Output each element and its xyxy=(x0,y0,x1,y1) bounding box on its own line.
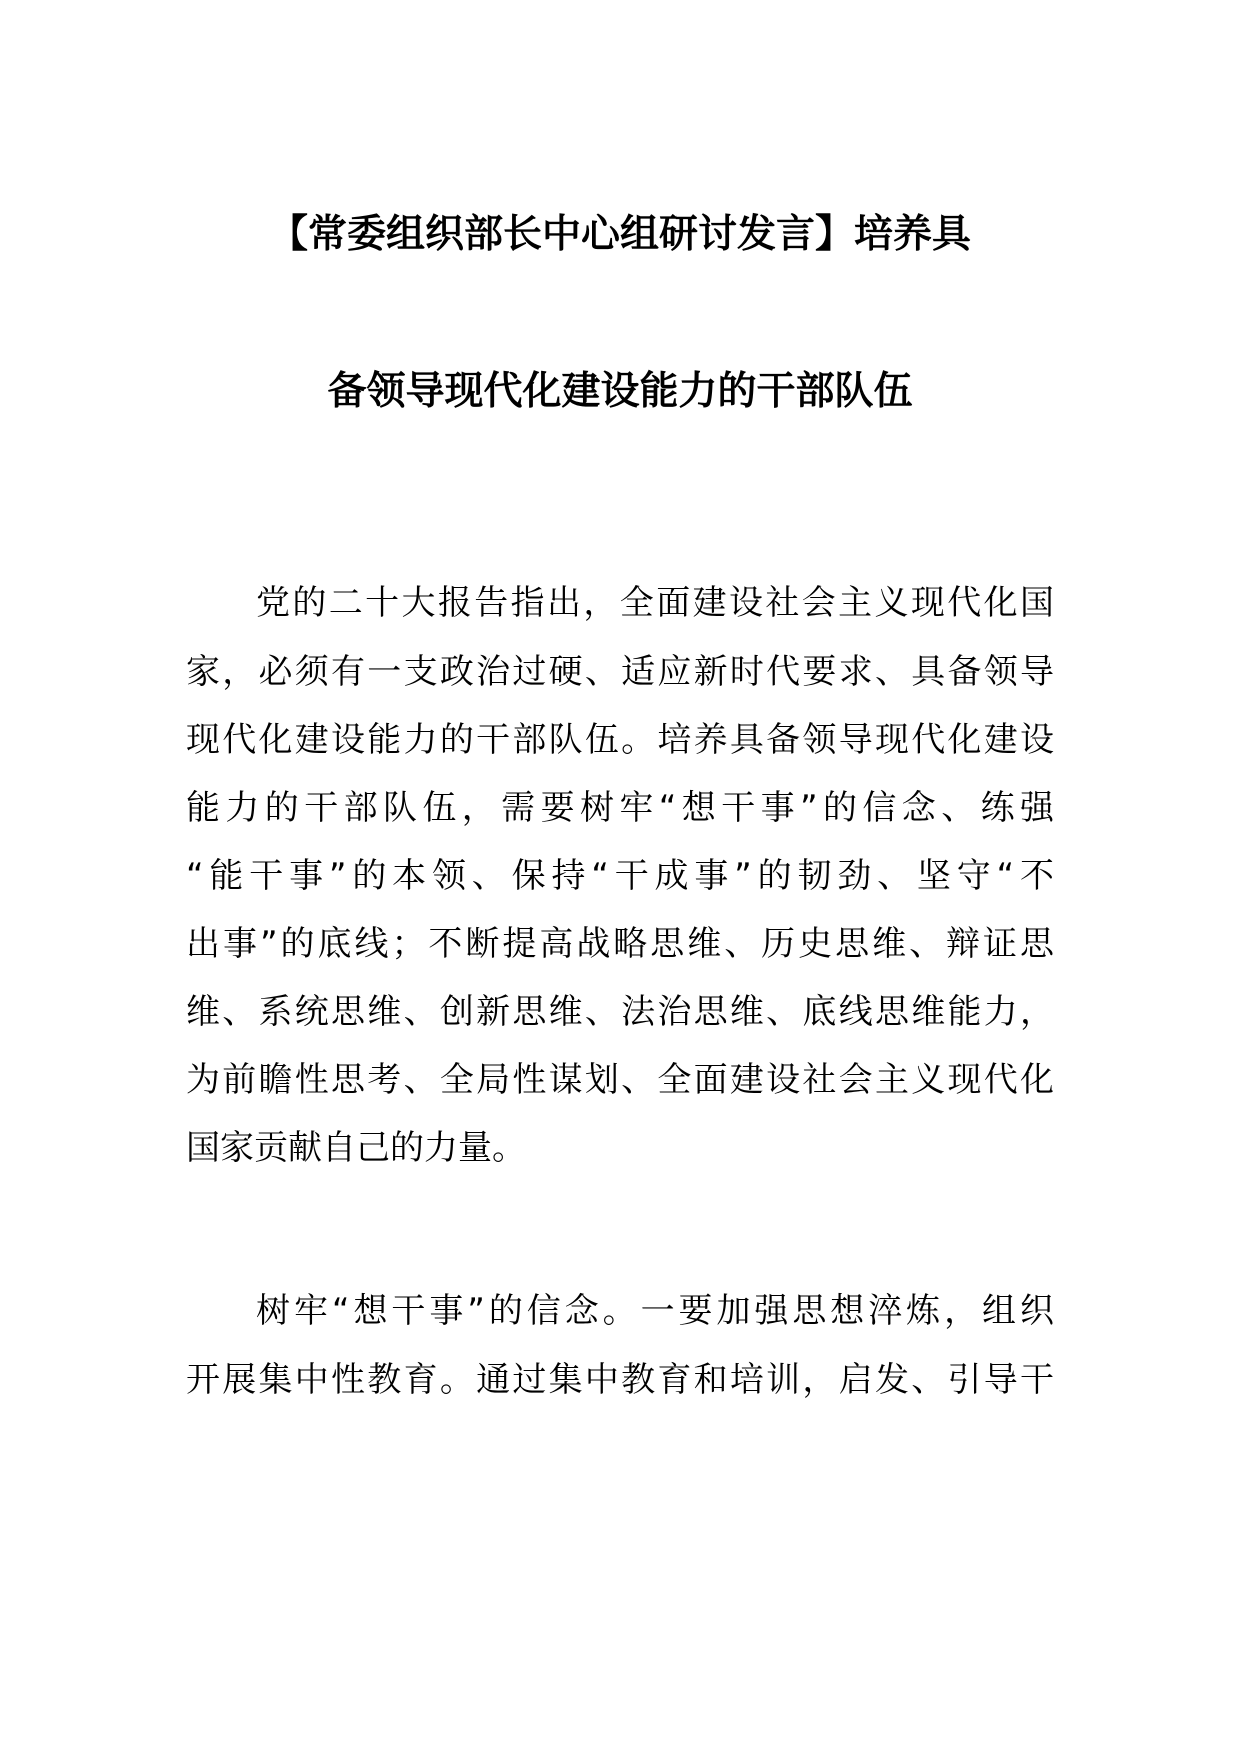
paragraph-1-line-2: 家，必须有一支政治过硬、适应新时代要求、具备领导 xyxy=(186,652,1054,692)
paragraph-1-line-9: 国家贡献自己的力量。 xyxy=(186,1128,526,1168)
paragraph-1-line-7: 维、系统思维、创新思维、法治思维、底线思维能力， xyxy=(186,992,1054,1032)
paragraph-1-line-8: 为前瞻性思考、全局性谋划、全面建设社会主义现代化 xyxy=(186,1060,1054,1100)
paragraph-1-line-4: 能力的干部队伍，需要树牢“想干事”的信念、练强 xyxy=(186,788,1054,828)
paragraph-1-line-3: 现代化建设能力的干部队伍。培养具备领导现代化建设 xyxy=(186,720,1054,760)
paragraph-2-line-2: 开展集中性教育。通过集中教育和培训，启发、引导干 xyxy=(186,1360,1054,1400)
paragraph-1-line-6: 出事”的底线；不断提高战略思维、历史思维、辩证思 xyxy=(186,924,1054,964)
document-title-line-1: 【常委组织部长中心组研讨发言】培养具 xyxy=(268,212,971,257)
paragraph-1-line-5: “能干事”的本领、保持“干成事”的韧劲、坚守“不 xyxy=(186,856,1054,896)
paragraph-1-line-1: 党的二十大报告指出，全面建设社会主义现代化国 xyxy=(256,583,1054,623)
document-title-line-2: 备领导现代化建设能力的干部队伍 xyxy=(327,369,913,414)
paragraph-2-line-1: 树牢“想干事”的信念。一要加强思想淬炼，组织 xyxy=(256,1291,1054,1331)
